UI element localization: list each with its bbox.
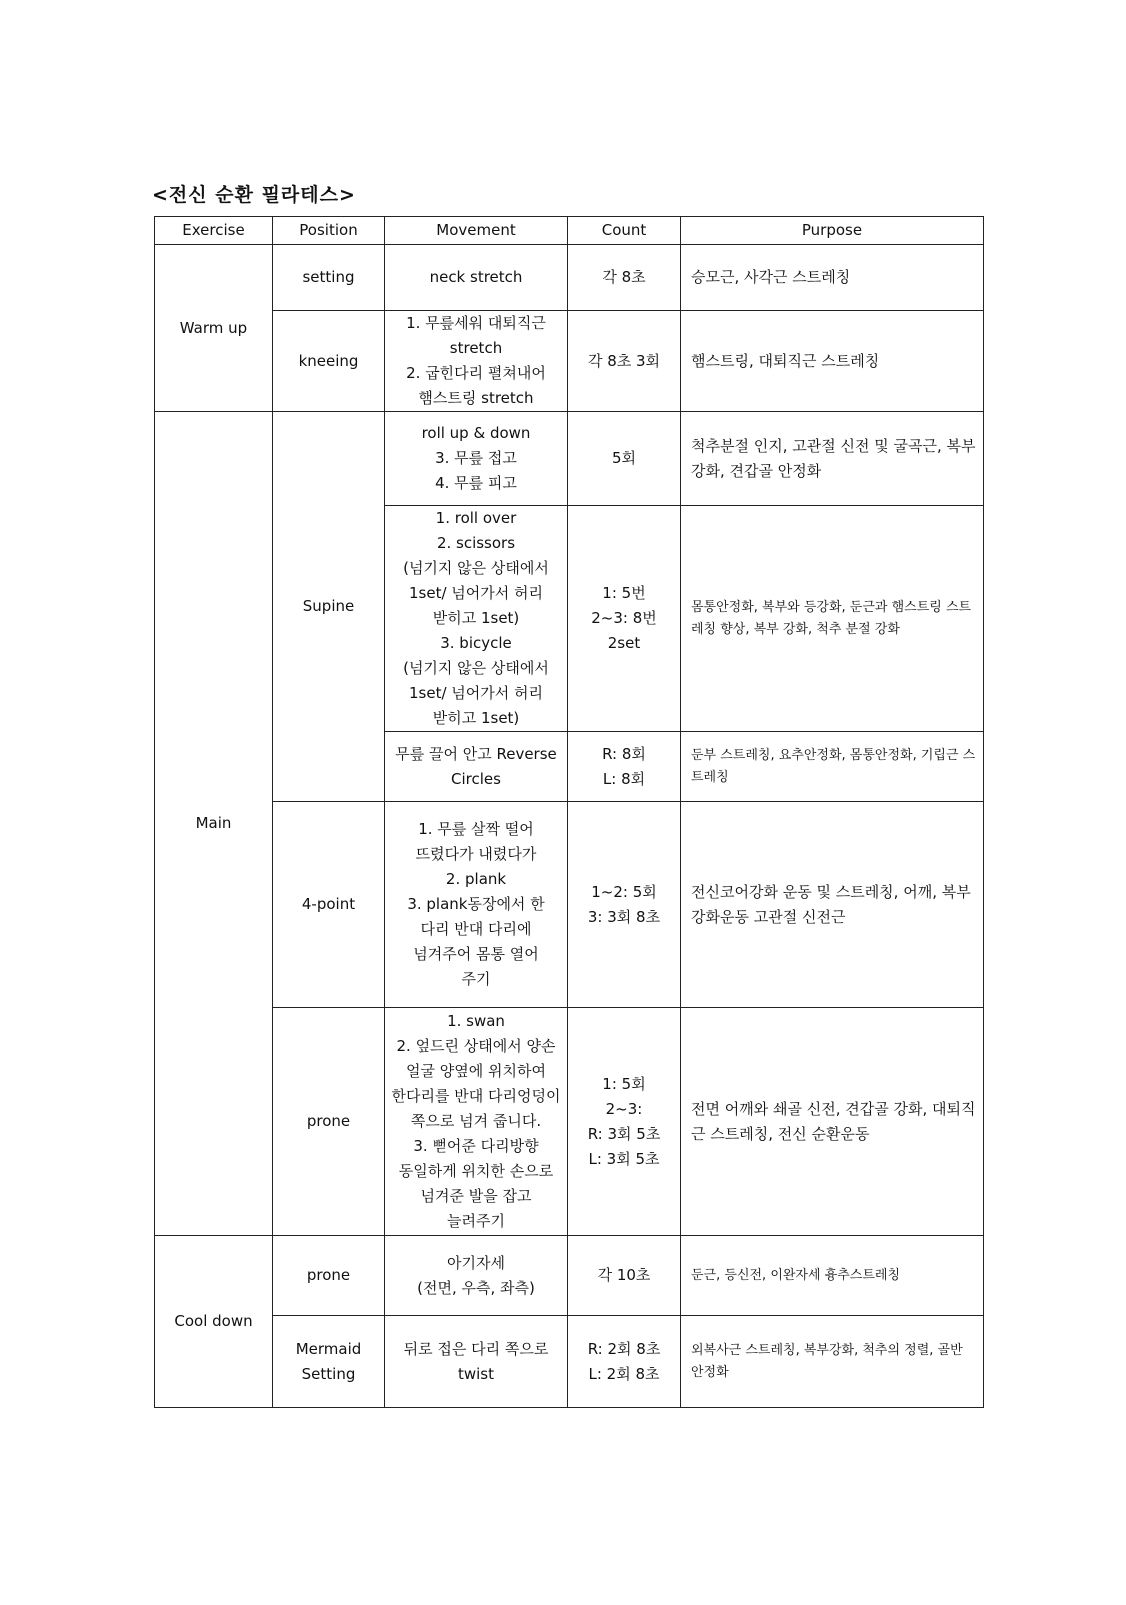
- count-cell: [568, 412, 681, 506]
- movement-line: 무릎 끌어 안고 Reverse: [395, 744, 557, 763]
- purpose-cell: 외복사근 스트레칭, 복부강화, 척추의 정렬, 골반 안정화: [681, 1316, 984, 1408]
- position-cell: Supine: [273, 412, 385, 802]
- count-line: R: 8회: [602, 744, 646, 763]
- count-line: 1: 5회: [602, 1074, 646, 1093]
- movement-line: (전면, 우측, 좌측): [417, 1278, 535, 1297]
- count-line: 2set: [607, 634, 641, 652]
- movement-line: 2. plank: [445, 870, 507, 888]
- movement-cell: [385, 506, 568, 732]
- movement-line: 넘겨주어 몸통 열어: [413, 945, 539, 963]
- movement-line: neck stretch: [429, 268, 523, 286]
- movement-cell: [385, 311, 568, 412]
- movement-line: roll up & down: [421, 424, 531, 442]
- header-movement: Movement: [385, 217, 568, 245]
- exercise-cell: Warm up: [155, 245, 273, 412]
- movement-line: Circles: [451, 769, 501, 788]
- movement-line: 1. 무릎세워 대퇴직근: [406, 314, 546, 332]
- purpose-cell: 둔부 스트레칭, 요추안정화, 몸통안정화, 기립근 스트레칭: [681, 732, 984, 802]
- purpose-cell: 전면 어깨와 쇄골 신전, 견갑골 강화, 대퇴직근 스트레칭, 전신 순환운동: [681, 1008, 984, 1236]
- movement-line: 1. roll over: [435, 509, 517, 527]
- count-line: 2~3: 8번: [591, 609, 657, 627]
- table-row: [155, 412, 984, 506]
- movement-cell: [385, 1008, 568, 1236]
- movement-line: 햄스트링 stretch: [418, 389, 534, 407]
- movement-line: 받히고 1set): [432, 609, 520, 627]
- table-row: [155, 245, 984, 311]
- count-line: 2~3:: [605, 1099, 643, 1118]
- movement-cell: [385, 802, 568, 1008]
- movement-line: 4. 무릎 피고: [435, 474, 517, 492]
- count-line: 5회: [611, 449, 637, 467]
- movement-cell: [385, 1236, 568, 1316]
- count-line: R: 3회 5초: [587, 1124, 661, 1143]
- movement-line: 2. 엎드린 상태에서 양손: [396, 1037, 556, 1055]
- header-count: Count: [568, 217, 681, 245]
- count-line: 각 8초 3회: [587, 351, 661, 370]
- position-line: Setting: [301, 1364, 356, 1383]
- movement-line: (넘기지 않은 상태에서: [403, 559, 549, 577]
- movement-line: 얼굴 양옆에 위치하여: [406, 1062, 546, 1080]
- count-line: R: 2회 8초: [587, 1339, 661, 1358]
- movement-line: twist: [457, 1364, 494, 1383]
- table-row: [155, 1236, 984, 1316]
- movement-line: 1set/ 넘어가서 허리: [409, 584, 543, 602]
- movement-line: 넘겨준 발을 잡고: [420, 1187, 532, 1205]
- count-cell: [568, 506, 681, 732]
- table-row: [155, 1316, 984, 1408]
- exercise-cell: Main: [155, 412, 273, 1236]
- movement-cell: [385, 732, 568, 802]
- count-line: L: 2회 8초: [588, 1364, 660, 1383]
- movement-line: 1set/ 넘어가서 허리: [409, 684, 543, 702]
- movement-cell: [385, 245, 568, 311]
- count-cell: [568, 311, 681, 412]
- count-line: 3: 3회 8초: [587, 907, 661, 926]
- movement-line: 다리 반대 다리에: [420, 920, 532, 938]
- movement-line: 쪽으로 넘겨 줍니다.: [410, 1112, 542, 1130]
- movement-line: 늘려주기: [447, 1212, 505, 1230]
- movement-line: 한다리를 반대 다리엉덩이: [391, 1087, 561, 1105]
- count-cell: [568, 1008, 681, 1236]
- count-cell: [568, 802, 681, 1008]
- position-cell: [273, 1316, 385, 1408]
- movement-line: 2. 굽힌다리 펼쳐내어: [406, 364, 546, 382]
- page-title: <전신 순환 필라테스>: [152, 184, 356, 206]
- exercise-cell: Cool down: [155, 1236, 273, 1408]
- header-row: [155, 217, 984, 245]
- movement-line: 3. plank동장에서 한: [407, 895, 545, 913]
- count-cell: [568, 1236, 681, 1316]
- header-position: Position: [273, 217, 385, 245]
- purpose-cell: 몸통안정화, 복부와 등강화, 둔근과 햄스트링 스트레칭 향상, 복부 강화, 척추 분절 강화: [681, 506, 984, 732]
- movement-line: (넘기지 않은 상태에서: [403, 659, 549, 677]
- purpose-cell: 둔근, 등신전, 이완자세 흉추스트레칭: [681, 1236, 984, 1316]
- movement-line: 1. 무릎 살짝 떨어: [418, 820, 534, 838]
- purpose-cell: 승모근, 사각근 스트레칭: [681, 245, 984, 311]
- movement-line: 받히고 1set): [432, 709, 520, 727]
- count-line: 각 8초: [602, 268, 646, 286]
- movement-line: 뒤로 접은 다리 쪽으로: [403, 1339, 549, 1358]
- movement-line: 아기자세: [447, 1253, 505, 1272]
- header-exercise: Exercise: [155, 217, 273, 245]
- movement-line: 3. bicycle: [440, 634, 512, 652]
- count-cell: [568, 732, 681, 802]
- position-line: prone: [306, 1266, 351, 1284]
- table-row: [155, 311, 984, 412]
- movement-line: 주기: [461, 970, 491, 988]
- position-cell: kneeing: [273, 311, 385, 412]
- movement-line: 3. 무릎 접고: [435, 449, 517, 467]
- table-row: [155, 802, 984, 1008]
- position-cell: prone: [273, 1008, 385, 1236]
- purpose-cell: 햄스트링, 대퇴직근 스트레칭: [681, 311, 984, 412]
- purpose-cell: 척추분절 인지, 고관절 신전 및 굴곡근, 복부강화, 견갑골 안정화: [681, 412, 984, 506]
- movement-cell: [385, 412, 568, 506]
- movement-line: stretch: [449, 339, 503, 357]
- movement-line: 뜨렸다가 내렸다가: [415, 845, 537, 863]
- position-cell: setting: [273, 245, 385, 311]
- count-line: 1~2: 5회: [591, 882, 657, 901]
- header-purpose: Purpose: [681, 217, 984, 245]
- movement-line: 1. swan: [447, 1012, 505, 1030]
- count-line: L: 8회: [602, 769, 646, 788]
- movement-line: 동일하게 위치한 손으로: [398, 1162, 554, 1180]
- count-cell: [568, 245, 681, 311]
- count-line: 각 10초: [597, 1266, 651, 1284]
- movement-line: 2. scissors: [436, 534, 516, 552]
- purpose-cell: 전신코어강화 운동 및 스트레칭, 어깨, 복부 강화운동 고관절 신전근: [681, 802, 984, 1008]
- exercise-table: [154, 216, 984, 1408]
- table-row: [155, 1008, 984, 1236]
- count-line: 1: 5번: [602, 584, 646, 602]
- position-cell: 4-point: [273, 802, 385, 1008]
- movement-cell: [385, 1316, 568, 1408]
- movement-line: 3. 뻗어준 다리방향: [413, 1137, 539, 1155]
- count-line: L: 3회 5초: [588, 1149, 660, 1168]
- count-cell: [568, 1316, 681, 1408]
- position-cell: [273, 1236, 385, 1316]
- position-line: Mermaid: [295, 1339, 362, 1358]
